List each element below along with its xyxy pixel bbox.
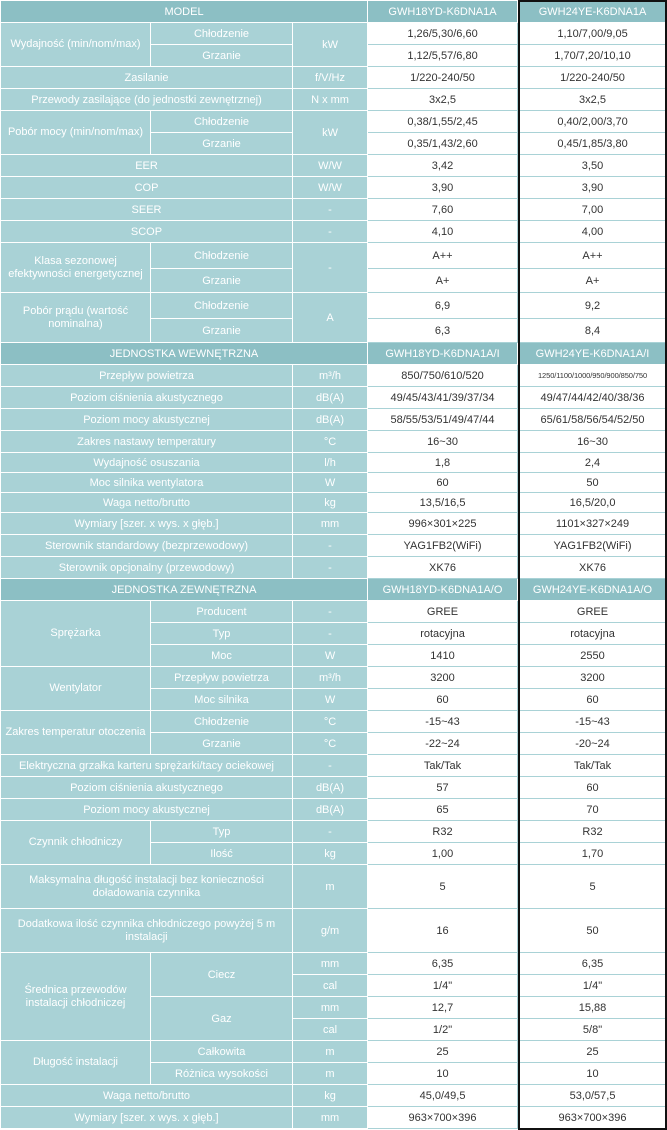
- section-title: MODEL: [1, 1, 368, 23]
- table-row: [1, 23, 667, 45]
- unit-cell: mm: [293, 1107, 368, 1129]
- table-row: [1, 89, 667, 111]
- model-name-cell: GWH18YD-K6DNA1A/I: [368, 343, 518, 365]
- value-cell: A+: [368, 269, 518, 293]
- table-row: [1, 1085, 667, 1107]
- label-wymiary-szer-x-wys-x-gleb: Wymiary [szer. x wys. x głęb.]: [1, 513, 293, 535]
- value-cell: 5/8": [518, 1019, 667, 1041]
- label-cop: COP: [1, 177, 293, 199]
- label-wydajnosc-osuszania: Wydajność osuszania: [1, 453, 293, 473]
- label-srednica-przewodow-instalacji-chlodniczej: Średnica przewodów instalacji chłodniczej: [1, 953, 151, 1041]
- value-cell: 1,70/7,20/10,10: [518, 45, 667, 67]
- section-header-row: [1, 579, 667, 601]
- table-row: [1, 1041, 667, 1063]
- table-row: [1, 473, 667, 493]
- value-cell: GREE: [518, 601, 667, 623]
- value-cell: -22~24: [368, 733, 518, 755]
- value-cell: 6,3: [368, 319, 518, 343]
- unit-cell: dB(A): [293, 777, 368, 799]
- unit-cell: -: [293, 221, 368, 243]
- unit-cell: W: [293, 473, 368, 493]
- label-sprezarka: Sprężarka: [1, 601, 151, 667]
- label-wydajnosc-min-nom-max: Wydajność (min/nom/max): [1, 23, 151, 67]
- value-cell: Tak/Tak: [518, 755, 667, 777]
- value-cell: rotacyjna: [368, 623, 518, 645]
- table-row: [1, 821, 667, 843]
- value-cell: 1,12/5,57/6,80: [368, 45, 518, 67]
- unit-cell: m³/h: [293, 667, 368, 689]
- table-row: [1, 535, 667, 557]
- label-roznica-wysokosci: Różnica wysokości: [151, 1063, 293, 1085]
- value-cell: rotacyjna: [518, 623, 667, 645]
- value-cell: 1/220-240/50: [518, 67, 667, 89]
- table-row: [1, 777, 667, 799]
- value-cell: A++: [518, 243, 667, 269]
- value-cell: 60: [368, 473, 518, 493]
- unit-cell: N x mm: [293, 89, 368, 111]
- value-cell: R32: [518, 821, 667, 843]
- value-cell: 1,26/5,30/6,60: [368, 23, 518, 45]
- table-row: [1, 177, 667, 199]
- value-cell: 12,7: [368, 997, 518, 1019]
- model-name-cell: GWH24YE-K6DNA1A/I: [518, 343, 667, 365]
- label-poziom-mocy-akustycznej: Poziom mocy akustycznej: [1, 409, 293, 431]
- label-pobor-pradu-wartosc-nominalna: Pobór prądu (wartość nominalna): [1, 293, 151, 343]
- label-poziom-mocy-akustycznej: Poziom mocy akustycznej: [1, 799, 293, 821]
- value-cell: 6,9: [368, 293, 518, 319]
- table-row: [1, 111, 667, 133]
- table-row: [1, 67, 667, 89]
- unit-cell: m: [293, 865, 368, 909]
- value-cell: 3200: [368, 667, 518, 689]
- value-cell: 70: [518, 799, 667, 821]
- value-cell: 3,90: [518, 177, 667, 199]
- unit-cell: cal: [293, 975, 368, 997]
- value-cell: 8,4: [518, 319, 667, 343]
- value-cell: 1/4": [518, 975, 667, 997]
- value-cell: 49/45/43/41/39/37/34: [368, 387, 518, 409]
- value-cell: 5: [368, 865, 518, 909]
- label-przewody-zasilajace-do-jednostki-zewnetrznej: Przewody zasilające (do jednostki zewnętrznej): [1, 89, 293, 111]
- unit-cell: kg: [293, 843, 368, 865]
- value-cell: 1/2": [368, 1019, 518, 1041]
- label-wentylator: Wentylator: [1, 667, 151, 711]
- unit-cell: mm: [293, 513, 368, 535]
- value-cell: 4,10: [368, 221, 518, 243]
- model-name-cell: GWH24YE-K6DNA1A/O: [518, 579, 667, 601]
- model-name-cell: GWH24YE-K6DNA1A: [518, 1, 667, 23]
- value-cell: 3x2,5: [368, 89, 518, 111]
- table-row: [1, 711, 667, 733]
- unit-cell: m: [293, 1063, 368, 1085]
- label-grzanie: Grzanie: [151, 133, 293, 155]
- value-cell: -15~43: [368, 711, 518, 733]
- label-grzanie: Grzanie: [151, 733, 293, 755]
- table-row: [1, 1107, 667, 1129]
- label-waga-netto-brutto: Waga netto/brutto: [1, 1085, 293, 1107]
- label-elektryczna-grzalka-karteru-sprezarki-tacy-ociekowej: Elektryczna grzałka karteru sprężarki/tacy ociekowej: [1, 755, 293, 777]
- value-cell: R32: [368, 821, 518, 843]
- model-name-cell: GWH18YD-K6DNA1A: [368, 1, 518, 23]
- value-cell: 1,00: [368, 843, 518, 865]
- label-zasilanie: Zasilanie: [1, 67, 293, 89]
- value-cell: 25: [368, 1041, 518, 1063]
- model-name-cell: GWH18YD-K6DNA1A/O: [368, 579, 518, 601]
- value-cell: 1,10/7,00/9,05: [518, 23, 667, 45]
- label-wymiary-szer-x-wys-x-gleb: Wymiary [szer. x wys. x głęb.]: [1, 1107, 293, 1129]
- unit-cell: f/V/Hz: [293, 67, 368, 89]
- table-row: [1, 493, 667, 513]
- value-cell: 16,5/20,0: [518, 493, 667, 513]
- value-cell: 16~30: [518, 431, 667, 453]
- label-ciecz: Ciecz: [151, 953, 293, 997]
- value-cell: 57: [368, 777, 518, 799]
- unit-cell: -: [293, 199, 368, 221]
- value-cell: 9,2: [518, 293, 667, 319]
- value-cell: XK76: [368, 557, 518, 579]
- table-row: [1, 909, 667, 953]
- table-row: [1, 293, 667, 319]
- value-cell: 6,35: [368, 953, 518, 975]
- value-cell: 50: [518, 473, 667, 493]
- value-cell: 13,5/16,5: [368, 493, 518, 513]
- value-cell: 1,8: [368, 453, 518, 473]
- value-cell: 3200: [518, 667, 667, 689]
- label-zakres-nastawy-temperatury: Zakres nastawy temperatury: [1, 431, 293, 453]
- section-header-row: [1, 343, 667, 365]
- unit-cell: °C: [293, 711, 368, 733]
- value-cell: 0,35/1,43/2,60: [368, 133, 518, 155]
- label-moc-silnika: Moc silnika: [151, 689, 293, 711]
- label-klasa-sezonowej-efektywnosci-energetycznej: Klasa sezonowej efektywności energetycznej: [1, 243, 151, 293]
- label-sterownik-standardowy-bezprzewodowy: Sterownik standardowy (bezprzewodowy): [1, 535, 293, 557]
- value-cell: GREE: [368, 601, 518, 623]
- label-calkowita: Całkowita: [151, 1041, 293, 1063]
- label-sterownik-opcjonalny-przewodowy: Sterownik opcjonalny (przewodowy): [1, 557, 293, 579]
- table-row: [1, 243, 667, 269]
- value-cell: 1410: [368, 645, 518, 667]
- value-cell: -15~43: [518, 711, 667, 733]
- unit-cell: kW: [293, 111, 368, 155]
- value-cell: 16: [368, 909, 518, 953]
- unit-cell: -: [293, 755, 368, 777]
- value-cell: 1250/1100/1000/950/900/850/750: [518, 365, 667, 387]
- section-title: JEDNOSTKA ZEWNĘTRZNA: [1, 579, 368, 601]
- unit-cell: -: [293, 557, 368, 579]
- table-row: [1, 221, 667, 243]
- table-row: [1, 513, 667, 535]
- label-producent: Producent: [151, 601, 293, 623]
- unit-cell: m: [293, 1041, 368, 1063]
- unit-cell: m³/h: [293, 365, 368, 387]
- value-cell: 58/55/53/51/49/47/44: [368, 409, 518, 431]
- value-cell: 15,88: [518, 997, 667, 1019]
- unit-cell: dB(A): [293, 387, 368, 409]
- value-cell: A++: [368, 243, 518, 269]
- label-przeplyw-powietrza: Przepływ powietrza: [151, 667, 293, 689]
- unit-cell: kW: [293, 23, 368, 67]
- label-chlodzenie: Chłodzenie: [151, 711, 293, 733]
- label-typ: Typ: [151, 623, 293, 645]
- unit-cell: W: [293, 645, 368, 667]
- value-cell: 0,40/2,00/3,70: [518, 111, 667, 133]
- value-cell: 60: [368, 689, 518, 711]
- label-ilosc: Ilość: [151, 843, 293, 865]
- unit-cell: kg: [293, 493, 368, 513]
- unit-cell: A: [293, 293, 368, 343]
- table-row: [1, 953, 667, 975]
- value-cell: YAG1FB2(WiFi): [518, 535, 667, 557]
- table-row: [1, 365, 667, 387]
- value-cell: 16~30: [368, 431, 518, 453]
- unit-cell: -: [293, 601, 368, 623]
- value-cell: 50: [518, 909, 667, 953]
- value-cell: 3,50: [518, 155, 667, 177]
- label-przeplyw-powietrza: Przepływ powietrza: [1, 365, 293, 387]
- table-row: [1, 431, 667, 453]
- value-cell: Tak/Tak: [368, 755, 518, 777]
- table-row: [1, 755, 667, 777]
- value-cell: 25: [518, 1041, 667, 1063]
- label-zakres-temperatur-otoczenia: Zakres temperatur otoczenia: [1, 711, 151, 755]
- table-row: [1, 799, 667, 821]
- value-cell: 963×700×396: [368, 1107, 518, 1129]
- value-cell: 1101×327×249: [518, 513, 667, 535]
- label-moc-silnika-wentylatora: Moc silnika wentylatora: [1, 473, 293, 493]
- table-row: [1, 667, 667, 689]
- label-maksymalna-dlugosc-instalacji-bez-koniecznosci-doladowania-czynnika: Maksymalna długość instalacji bez konieczności doładowania czynnika: [1, 865, 293, 909]
- label-chlodzenie: Chłodzenie: [151, 23, 293, 45]
- unit-cell: l/h: [293, 453, 368, 473]
- label-eer: EER: [1, 155, 293, 177]
- value-cell: 2550: [518, 645, 667, 667]
- table-row: [1, 155, 667, 177]
- unit-cell: cal: [293, 1019, 368, 1041]
- unit-cell: dB(A): [293, 409, 368, 431]
- label-grzanie: Grzanie: [151, 45, 293, 67]
- label-chlodzenie: Chłodzenie: [151, 293, 293, 319]
- label-czynnik-chlodniczy: Czynnik chłodniczy: [1, 821, 151, 865]
- section-title: JEDNOSTKA WEWNĘTRZNA: [1, 343, 368, 365]
- value-cell: 6,35: [518, 953, 667, 975]
- value-cell: YAG1FB2(WiFi): [368, 535, 518, 557]
- unit-cell: W/W: [293, 177, 368, 199]
- value-cell: 7,60: [368, 199, 518, 221]
- table-row: [1, 601, 667, 623]
- unit-cell: g/m: [293, 909, 368, 953]
- value-cell: 1/220-240/50: [368, 67, 518, 89]
- value-cell: 1/4": [368, 975, 518, 997]
- table-row: [1, 409, 667, 431]
- value-cell: 4,00: [518, 221, 667, 243]
- unit-cell: W: [293, 689, 368, 711]
- unit-cell: °C: [293, 431, 368, 453]
- value-cell: 0,38/1,55/2,45: [368, 111, 518, 133]
- label-dlugosc-instalacji: Długość instalacji: [1, 1041, 151, 1085]
- value-cell: 60: [518, 689, 667, 711]
- table-row: [1, 199, 667, 221]
- value-cell: 5: [518, 865, 667, 909]
- label-pobor-mocy-min-nom-max: Pobór mocy (min/nom/max): [1, 111, 151, 155]
- value-cell: 65/61/58/56/54/52/50: [518, 409, 667, 431]
- label-moc: Moc: [151, 645, 293, 667]
- label-poziom-cisnienia-akustycznego: Poziom ciśnienia akustycznego: [1, 387, 293, 409]
- value-cell: 10: [368, 1063, 518, 1085]
- table-row: [1, 865, 667, 909]
- table-row: [1, 453, 667, 473]
- table-row: [1, 387, 667, 409]
- label-grzanie: Grzanie: [151, 319, 293, 343]
- label-dodatkowa-ilosc-czynnika-chlodniczego-powyzej-5-m-instalacji: Dodatkowa ilość czynnika chłodniczego powyżej 5 m instalacji: [1, 909, 293, 953]
- unit-cell: mm: [293, 953, 368, 975]
- label-gaz: Gaz: [151, 997, 293, 1041]
- unit-cell: kg: [293, 1085, 368, 1107]
- value-cell: 45,0/49,5: [368, 1085, 518, 1107]
- value-cell: 53,0/57,5: [518, 1085, 667, 1107]
- unit-cell: -: [293, 623, 368, 645]
- value-cell: 7,00: [518, 199, 667, 221]
- label-seer: SEER: [1, 199, 293, 221]
- label-poziom-cisnienia-akustycznego: Poziom ciśnienia akustycznego: [1, 777, 293, 799]
- value-cell: 1,70: [518, 843, 667, 865]
- unit-cell: dB(A): [293, 799, 368, 821]
- value-cell: 3,90: [368, 177, 518, 199]
- value-cell: 49/47/44/42/40/38/36: [518, 387, 667, 409]
- table-row: [1, 557, 667, 579]
- value-cell: 65: [368, 799, 518, 821]
- value-cell: 10: [518, 1063, 667, 1085]
- value-cell: -20~24: [518, 733, 667, 755]
- value-cell: XK76: [518, 557, 667, 579]
- unit-cell: mm: [293, 997, 368, 1019]
- value-cell: 3x2,5: [518, 89, 667, 111]
- unit-cell: °C: [293, 733, 368, 755]
- label-typ: Typ: [151, 821, 293, 843]
- value-cell: 3,42: [368, 155, 518, 177]
- value-cell: A+: [518, 269, 667, 293]
- label-chlodzenie: Chłodzenie: [151, 243, 293, 269]
- unit-cell: -: [293, 243, 368, 293]
- label-chlodzenie: Chłodzenie: [151, 111, 293, 133]
- unit-cell: -: [293, 821, 368, 843]
- value-cell: 996×301×225: [368, 513, 518, 535]
- unit-cell: -: [293, 535, 368, 557]
- unit-cell: W/W: [293, 155, 368, 177]
- label-waga-netto-brutto: Waga netto/brutto: [1, 493, 293, 513]
- spec-table-body: [1, 1, 667, 1129]
- value-cell: 850/750/610/520: [368, 365, 518, 387]
- value-cell: 2,4: [518, 453, 667, 473]
- value-cell: 60: [518, 777, 667, 799]
- value-cell: 0,45/1,85/3,80: [518, 133, 667, 155]
- label-scop: SCOP: [1, 221, 293, 243]
- label-grzanie: Grzanie: [151, 269, 293, 293]
- section-header-row: [1, 1, 667, 23]
- value-cell: 963×700×396: [518, 1107, 667, 1129]
